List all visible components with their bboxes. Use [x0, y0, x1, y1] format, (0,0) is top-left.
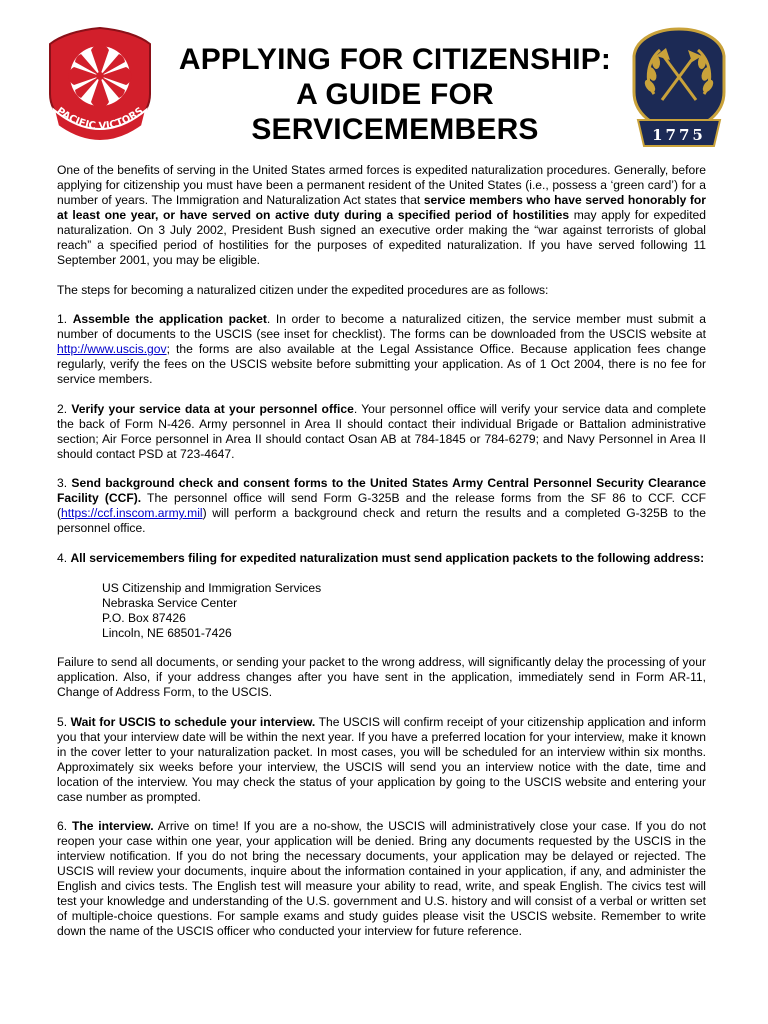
step-6-title: The interview.	[71, 819, 154, 834]
uscis-website-link[interactable]: http://www.uscis.gov	[57, 342, 167, 357]
step-4: 4. All servicemembers filing for expedited naturalization must send application packets to the following address:	[57, 550, 705, 565]
step-5-title: Wait for USCIS to schedule your interview.	[70, 714, 316, 729]
address-line-2: Nebraska Service Center	[102, 595, 238, 610]
step-2: 2. Verify your service data at your personnel office. Your personnel office will verify your service data and complete the back of Form N-426. Army personnel in Area II should contact their individual Brigade or Battalion administrative section; Air Force personnel in Area II should contact Osan AB at 784-1845 or 784-6279; and Navy Personnel in Area II should contact PSD at 723-4647.	[57, 401, 706, 461]
steps-intro: The steps for becoming a naturalized citizen under the expedited procedures are as follows:	[57, 282, 549, 297]
address-line-4: Lincoln, NE 68501-7426	[102, 625, 232, 640]
address-warning-paragraph: Failure to send all documents, or sending your packet to the wrong address, will significantly delay the processing of your application. Also, if your address changes after you have sent in the application, immediately send in Form AR-11, Change of Address Form, to the USCIS.	[57, 655, 706, 700]
step-1-title: Assemble the application packet	[72, 312, 267, 327]
jag-corps-crest-logo	[630, 26, 728, 150]
mailing-address	[102, 581, 706, 641]
title-line-3: SERVICEMEMBERS	[251, 113, 539, 146]
step-4-title: All servicemembers filing for expedited naturalization must send application packets to the following address:	[70, 550, 705, 565]
address-line-3: P.O. Box 87426	[102, 610, 186, 625]
step-3-title: Send background check and consent forms to the United States Army Central Personnel Security Clearance Facility (CCF).	[57, 476, 706, 506]
intro-paragraph: One of the benefits of serving in the United States armed forces is expedited naturalization procedures. Generally, before applying for citizenship you must have been a permanent resident of the United States (i.e., possess a ‘green card’) for a number of years. The Immigration and Naturalization Act states that service members who have served honorably for at least one year, or have served on active duty during a specified period of hostilities may apply for expedited naturalization. On 3 July 2002, President Bush signed an executive order making the “war against terrorists of global reach” a specified period of hostilities for the purposes of expedited naturalization. If you have served following 11 September 2001, you may be eligible.	[57, 163, 707, 267]
title-line-2: A GUIDE FOR	[296, 78, 494, 111]
step-5: 5. Wait for USCIS to schedule your interview. The USCIS will confirm receipt of your citizenship application and inform you that your interview date will be within the next year. If you have a preferred location for your interview, make it known in the cover letter to your naturalization packet. In most cases, you will be scheduled for an interview within six months. Approximately six weeks before your interview, the USCIS will send you an interview notice with the date, time and location of the interview. You may check the status of your application by going to the USCIS website and entering your case number as prompted.	[57, 714, 706, 804]
year-1775-text: 1775	[652, 126, 706, 144]
step-6: 6. The interview. Arrive on time! If you are a no-show, the USCIS will administratively close your case. If you do not reopen your case within one year, your application will be denied. Bring any documents requested by the USCIS in the interview notification. If you do not bring the necessary documents, your application may be delayed or rejected. The USCIS will review your documents, inquire about the information contained in your application, if any, and administer the English and civics tests. The English test will measure your ability to read, write, and speak English. The civics test will test your knowledge and understanding of the U.S. government and U.S. history and will consist of a verbal or written set of multiple-choice questions. For sample exams and study guides please visit the USCIS website. Remember to write down the name of the USCIS officer who conducted your interview for future reference.	[57, 819, 707, 939]
page-title	[150, 42, 640, 147]
address-line-1: US Citizenship and Immigration Services	[102, 580, 322, 595]
title-line-1: APPLYING FOR CITIZENSHIP:	[178, 43, 612, 76]
step-2-title: Verify your service data at your personnel office	[71, 401, 354, 416]
step-1: 1. Assemble the application packet. In order to become a naturalized citizen, the service member must submit a number of documents to the USCIS (see inset for checklist). The forms can be downloaded from the USCIS website at http://www.uscis.gov; the forms are also available at the Legal Assistance Office. Because application fees change regularly, verify the fees on the USCIS website before submitting your application. As of 1 Oct 2004, there is no fee for service members.	[57, 312, 706, 387]
document-body	[57, 163, 706, 954]
eighth-army-patch-logo	[44, 24, 156, 142]
step-3: 3. Send background check and consent forms to the United States Army Central Personnel Security Clearance Facility (CCF). The personnel office will send Form G-325B and the release forms from the SF 86 to CCF. CCF (https://ccf.inscom.army.mil) will perform a background check and return the results and a completed G-325B to the personnel office.	[57, 476, 706, 536]
pacific-victors-text: PACIFIC VICTORS	[54, 105, 146, 133]
ccf-website-link[interactable]: https://ccf.inscom.army.mil	[61, 506, 203, 521]
